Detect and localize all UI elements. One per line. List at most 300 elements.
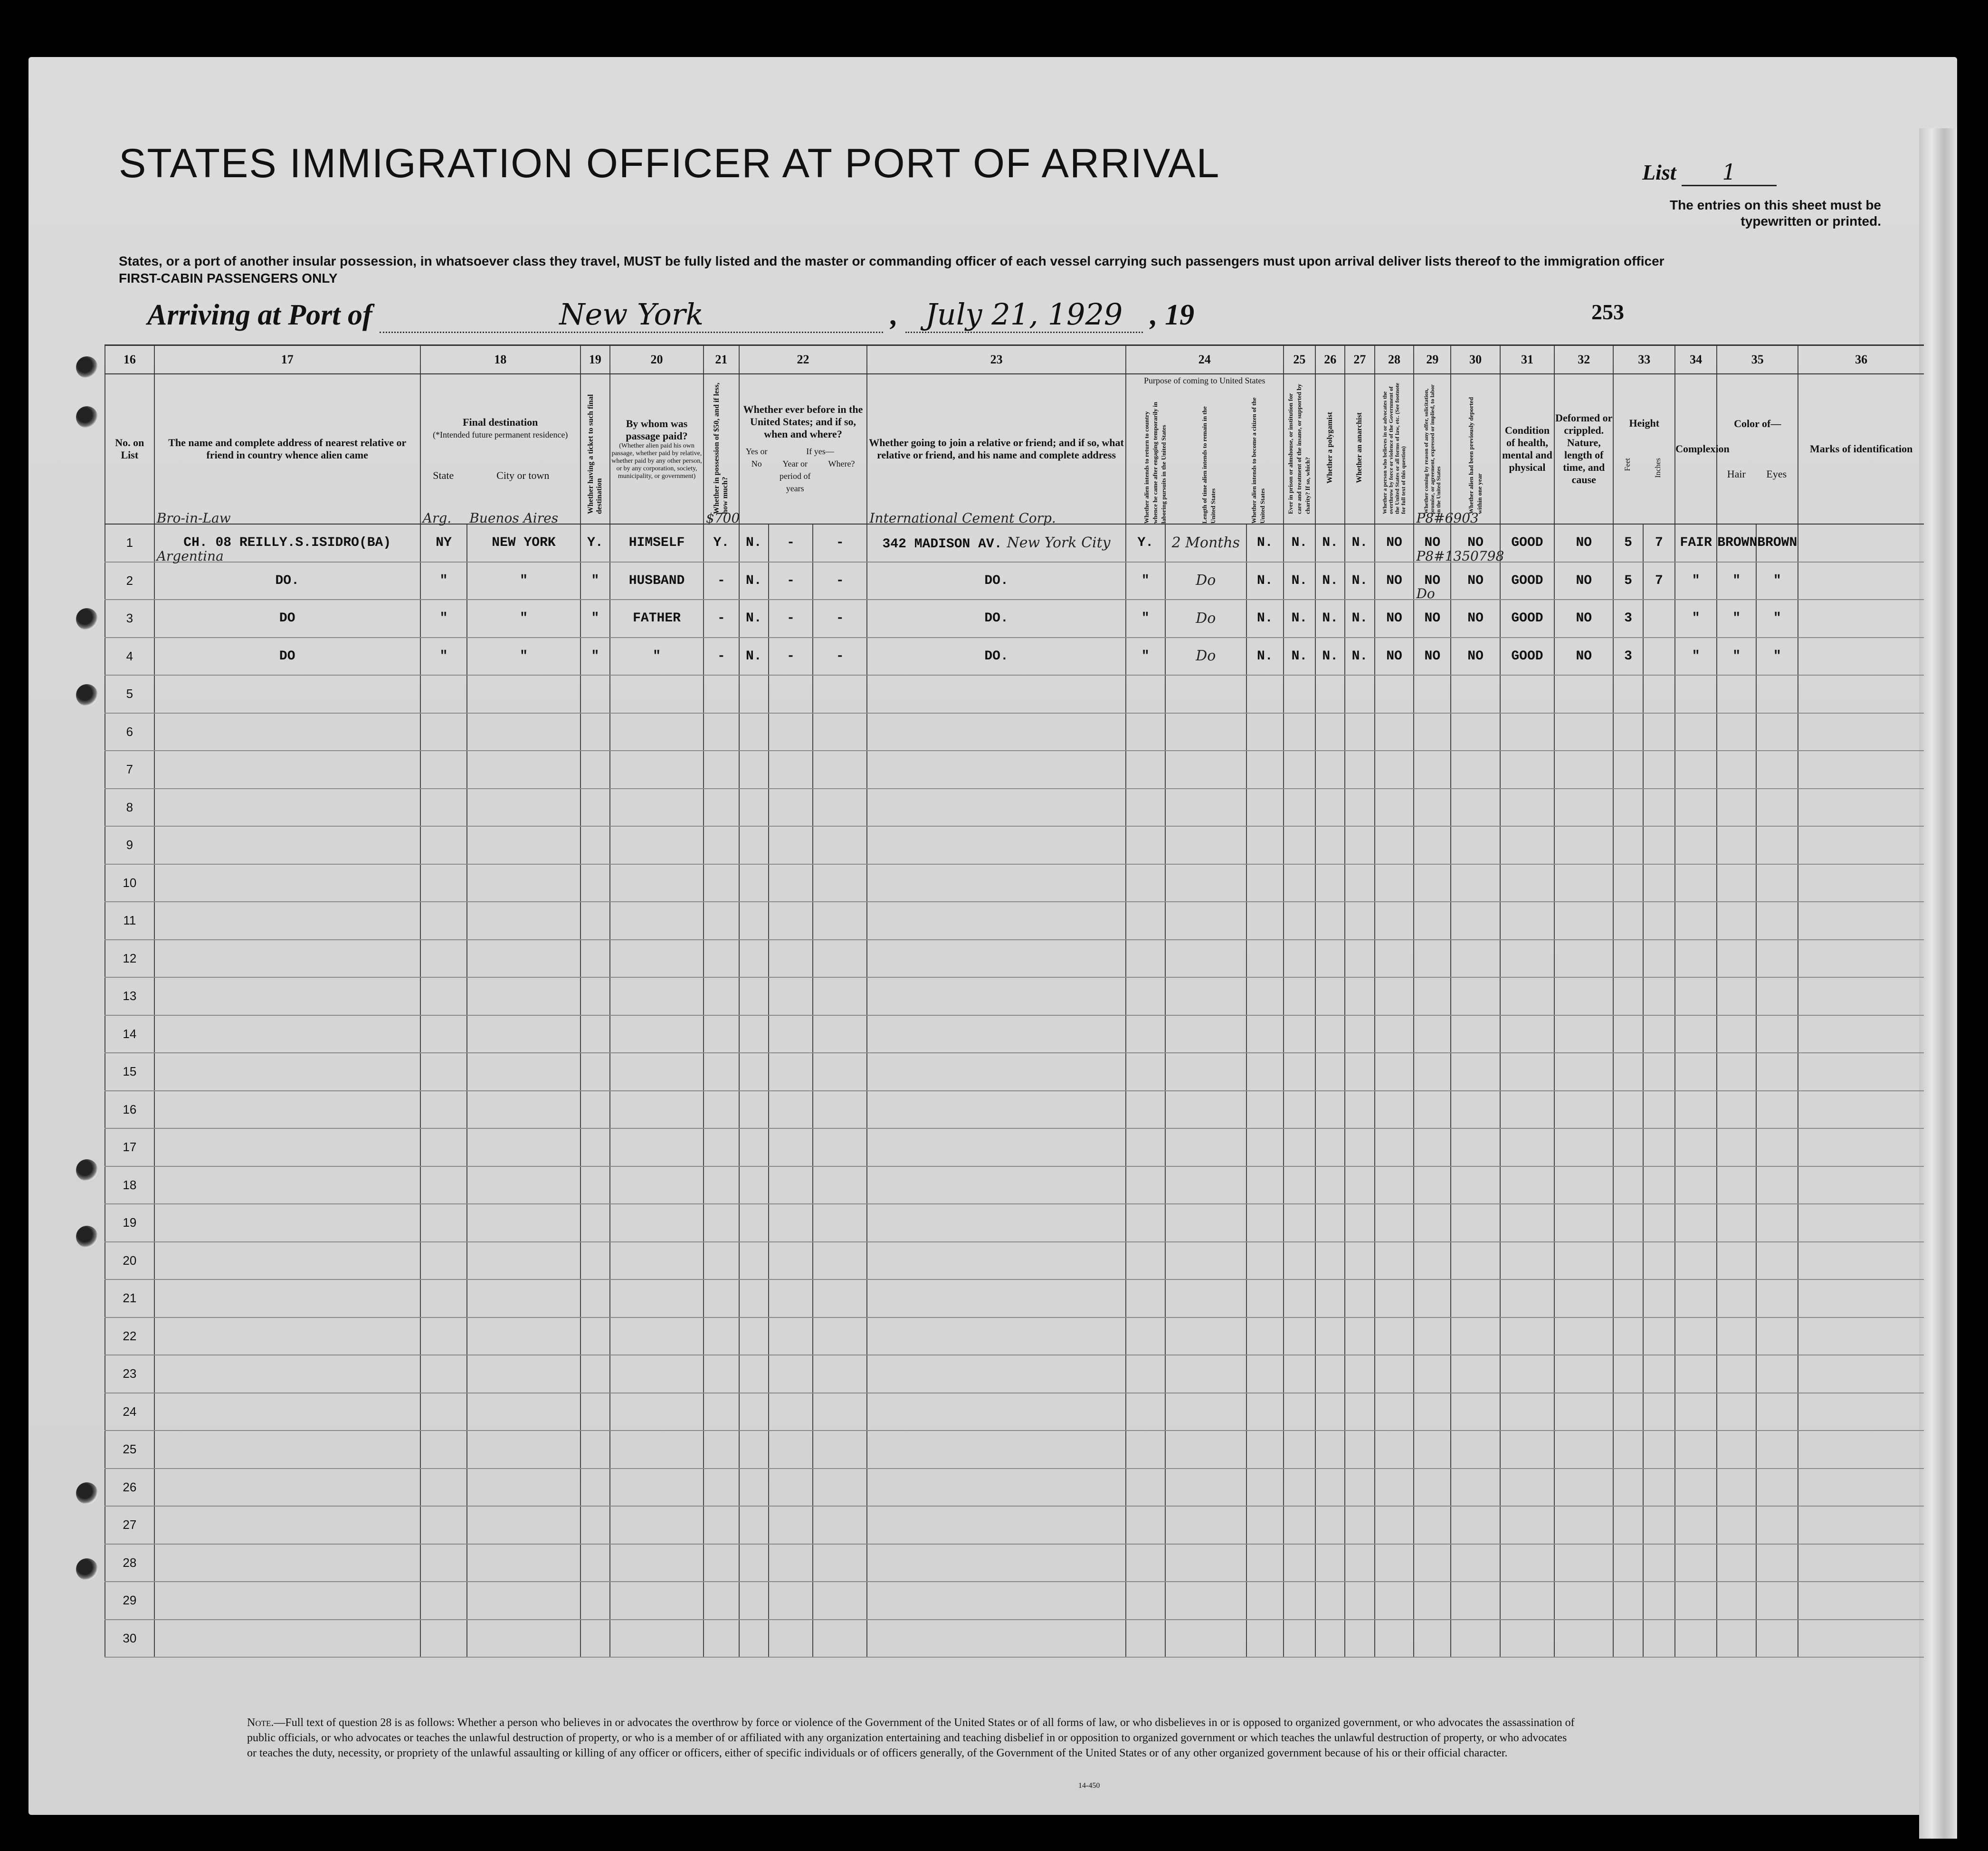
cell-c29 [1414,789,1451,827]
cell-value: N. [746,649,762,664]
cell-value: NO [1424,573,1441,588]
cell-purpose-length [1165,1128,1246,1166]
cell-c30 [1451,1431,1500,1469]
cell-deformed [1554,864,1613,902]
col-number: 23 [867,345,1125,374]
cell-marks [1798,1015,1924,1053]
cell-citizen [1246,1166,1284,1204]
cell-ticket [580,713,610,751]
cell-paid-by [610,1091,704,1129]
cell-value: " [439,611,448,626]
row-number: 21 [105,1279,154,1317]
cell-where [813,562,867,600]
cell-join [867,902,1125,940]
cell-deformed [1554,600,1613,638]
cell-paid-by [610,1506,704,1544]
cell-polygamist [1315,600,1345,638]
cell-c29 [1414,1091,1451,1129]
cell-money [704,751,739,789]
table-row [105,751,1924,789]
cell-c30 [1451,1279,1500,1317]
cell-c30 [1451,1393,1500,1431]
cell-deformed [1554,562,1613,600]
cell-c29 [1414,1128,1451,1166]
cell-eyes [1756,1317,1798,1355]
cell-polygamist [1315,977,1345,1015]
cell-money [704,1242,739,1280]
cell-anarchist [1345,1317,1374,1355]
cell-prison [1284,1053,1315,1091]
cell-hair [1717,638,1756,676]
cell-prison [1284,713,1315,751]
cell-anarchist [1345,789,1374,827]
cell-value: NO [1576,535,1592,551]
cell-state [420,1582,467,1620]
cell-feet [1613,524,1643,562]
cell-complexion [1675,864,1717,902]
cell-relative [154,940,420,978]
cell-purpose-length [1165,751,1246,789]
cell-value: - [836,535,844,551]
cell-health [1500,1582,1554,1620]
cell-paid-by [610,675,704,713]
cell-c30 [1451,1242,1500,1280]
cell-year [769,1015,813,1053]
cell-value: " [591,573,599,588]
cell-hair [1717,1317,1756,1355]
cell-feet [1613,1393,1643,1431]
cell-c30 [1451,977,1500,1015]
cell-join [867,1204,1125,1242]
table-row [105,789,1924,827]
cell-c29 [1414,1166,1451,1204]
handwritten-note: Bro-in-Law [156,510,231,526]
cell-deformed [1554,1015,1613,1053]
cell-city [467,1166,580,1204]
cell-where [813,1544,867,1582]
cell-state [420,1506,467,1544]
table-row [105,1242,1924,1280]
cell-purpose-length [1165,1469,1246,1507]
cell-c28 [1375,789,1414,827]
cell-health [1500,638,1554,676]
cell-citizen [1246,902,1284,940]
cell-eyes [1756,751,1798,789]
cell-relative [154,1204,420,1242]
cell-join [867,1053,1125,1091]
cell-inches [1643,675,1675,713]
cell-purpose-length [1165,789,1246,827]
cell-value: NO [1386,649,1402,664]
cell-feet [1613,1317,1643,1355]
cell-marks [1798,1506,1924,1544]
table-row [105,864,1924,902]
cell-where [813,1279,867,1317]
cell-inches [1643,600,1675,638]
cell-where [813,1431,867,1469]
cell-join [867,1242,1125,1280]
cell-inches [1643,751,1675,789]
cell-year [769,940,813,978]
header-inches [1642,458,1674,481]
row-number: 6 [105,713,154,751]
cell-purpose-return [1126,1015,1165,1053]
cell-eyes [1756,1506,1798,1544]
cell-deformed [1554,1091,1613,1129]
cell-hair [1717,675,1756,713]
cell-state [420,826,467,864]
cell-before [739,1544,769,1582]
cell-feet [1613,1204,1643,1242]
punch-hole-icon [76,356,98,378]
cell-health [1500,826,1554,864]
cell-citizen [1246,940,1284,978]
cell-citizen [1246,977,1284,1015]
table-row [105,902,1924,940]
cell-eyes [1756,940,1798,978]
cell-where [813,1204,867,1242]
cell-purpose-return [1126,562,1165,600]
cell-join [867,940,1125,978]
cell-complexion [1675,1015,1717,1053]
header-ticket [580,374,610,524]
header-if-yes-label: If yes— [806,447,834,456]
cell-polygamist [1315,1204,1345,1242]
cell-state [420,940,467,978]
cell-eyes [1756,1166,1798,1204]
cell-deformed [1554,1431,1613,1469]
form-number: 14-450 [1078,1782,1100,1790]
table-row [105,826,1924,864]
cell-before [739,1582,769,1620]
cell-eyes [1756,977,1798,1015]
cell-ticket [580,789,610,827]
cell-value: " [1692,649,1700,664]
table-row [105,977,1924,1015]
cell-citizen [1246,1242,1284,1280]
cell-value: Do [1196,648,1216,665]
cell-inches [1643,940,1675,978]
col-number: 35 [1717,345,1798,374]
cell-c29 [1414,1242,1451,1280]
cell-marks [1798,1469,1924,1507]
cell-year [769,1620,813,1658]
cell-eyes [1756,1582,1798,1620]
cell-marks [1798,1279,1924,1317]
cell-value: " [591,611,599,626]
header-money-label: Whether in possession of $50, and if less, how much? [713,382,730,514]
cell-year [769,713,813,751]
cell-before [739,1204,769,1242]
header-if-yes [774,445,867,495]
cell-inches [1643,638,1675,676]
cell-where [813,1393,867,1431]
cell-eyes [1756,524,1798,562]
cell-ticket [580,1393,610,1431]
header-complexion: Complexion [1675,374,1717,524]
manifest-sheet [29,57,1957,1815]
cell-where [813,1128,867,1166]
cell-value: Y. [587,535,603,551]
cell-polygamist [1315,1242,1345,1280]
cell-before [739,826,769,864]
cell-city [467,562,580,600]
table-row [105,1279,1924,1317]
cell-join [867,1317,1125,1355]
cell-c28 [1375,675,1414,713]
cell-marks [1798,751,1924,789]
cell-purpose-return [1126,1431,1165,1469]
cell-paid-by [610,1279,704,1317]
cell-value: - [717,611,725,626]
cell-purpose-return [1126,751,1165,789]
cell-c30 [1451,1204,1500,1242]
cell-c30 [1451,1469,1500,1507]
cell-anarchist [1345,1015,1374,1053]
cell-city [467,977,580,1015]
cell-feet [1613,977,1643,1015]
cell-complexion [1675,1053,1717,1091]
cell-anarchist [1345,977,1374,1015]
cell-hair [1717,1015,1756,1053]
cell-purpose-return [1126,1355,1165,1393]
header-ever-before [739,374,867,524]
cell-city [467,1015,580,1053]
cell-complexion [1675,638,1717,676]
cell-where [813,1317,867,1355]
table-row [105,940,1924,978]
cell-paid-by [610,1015,704,1053]
cell-state [420,638,467,676]
cell-value: " [1732,611,1741,626]
cell-join [867,1544,1125,1582]
cell-city [467,1506,580,1544]
cell-c29 [1414,902,1451,940]
table-row [105,1469,1924,1507]
cell-c30 [1451,789,1500,827]
header-height [1613,374,1675,524]
cell-c30 [1451,1015,1500,1053]
cell-purpose-return [1126,1544,1165,1582]
cell-state [420,1544,467,1582]
header-q29-label: Whether coming by reason of any offer, solicitation, promise, or agreement, expressed or implied, to labor in the United States [1422,384,1442,514]
cell-ticket [580,1166,610,1204]
col-number: 29 [1414,345,1451,374]
cell-value: NO [1386,535,1402,551]
cell-polygamist [1315,1620,1345,1658]
cell-where [813,1091,867,1129]
cell-complexion [1675,1582,1717,1620]
cell-value: HUSBAND [628,573,685,588]
cell-before [739,562,769,600]
cell-polygamist [1315,1091,1345,1129]
cell-where [813,524,867,562]
cell-value: NO [1424,649,1441,664]
cell-value: N. [1256,649,1273,664]
cell-eyes [1756,638,1798,676]
cell-where [813,977,867,1015]
header-final-destination-label: Final destination [463,416,538,428]
header-purpose-citizen: Whether alien intends to become a citizen of the United States [1250,397,1266,524]
manifest-rows [105,510,1924,1657]
cell-value: NO [1576,573,1592,588]
row-number: 4 [105,638,154,676]
cell-relative [154,713,420,751]
cell-value: N. [746,611,762,626]
cell-value: N. [1351,611,1368,626]
cell-paid-by [610,1166,704,1204]
cell-inches [1643,864,1675,902]
cell-state [420,1204,467,1242]
cell-city [467,600,580,638]
cell-eyes [1756,826,1798,864]
cell-deformed [1554,1582,1613,1620]
punch-hole-icon [76,1482,98,1504]
cell-feet [1613,675,1643,713]
cell-where [813,1582,867,1620]
table-row [105,1015,1924,1053]
cell-value: 7 [1655,573,1663,588]
cell-c30 [1451,902,1500,940]
cell-deformed [1554,1393,1613,1431]
cell-c28 [1375,977,1414,1015]
cell-value: GOOD [1511,535,1543,551]
cell-complexion [1675,1091,1717,1129]
cell-marks [1798,1355,1924,1393]
cell-money [704,675,739,713]
cell-c28 [1375,1242,1414,1280]
cell-complexion [1675,1355,1717,1393]
cell-health [1500,524,1554,562]
cell-inches [1643,1317,1675,1355]
header-no-on-list: No. on List [105,374,154,524]
header-paid-by [610,374,704,524]
cell-where [813,1015,867,1053]
cell-value: " [1732,573,1741,588]
cell-year [769,1166,813,1204]
cell-money [704,1279,739,1317]
row-number: 1 [105,524,154,562]
cell-value: - [717,573,725,588]
cell-prison [1284,562,1315,600]
cell-c30 [1451,864,1500,902]
cell-prison [1284,1242,1315,1280]
cell-prison [1284,864,1315,902]
col-number: 24 [1126,345,1284,374]
cell-c28 [1375,1053,1414,1091]
cell-inches [1643,1469,1675,1507]
table-row [105,1431,1924,1469]
row-number: 16 [105,1091,154,1129]
cell-before [739,638,769,676]
cell-complexion [1675,524,1717,562]
cell-purpose-length [1165,977,1246,1015]
cell-money [704,1620,739,1658]
cell-year [769,1091,813,1129]
header-relative: The name and complete address of nearest relative or friend in country whence alien came [154,374,420,524]
cell-health [1500,789,1554,827]
cell-city [467,510,580,562]
cell-before [739,1393,769,1431]
cell-hair [1717,789,1756,827]
cell-ticket [580,562,610,600]
cell-money [704,1015,739,1053]
cell-c28 [1375,1091,1414,1129]
cell-purpose-length [1165,1506,1246,1544]
handwritten-note: Buenos Aires [469,510,559,526]
cell-where [813,638,867,676]
cell-where [813,600,867,638]
cell-marks [1798,1582,1924,1620]
table-row [105,1166,1924,1204]
header-q28 [1375,374,1414,524]
cell-citizen [1246,1620,1284,1658]
cell-anarchist [1345,826,1374,864]
cell-c28 [1375,864,1414,902]
cell-year [769,524,813,562]
cell-paid-by [610,1393,704,1431]
table-row [105,1128,1924,1166]
table-row [105,1506,1924,1544]
col-number: 16 [105,345,154,374]
cell-before [739,1469,769,1507]
cell-value: " [1692,573,1700,588]
cell-eyes [1756,713,1798,751]
row-number: 15 [105,1053,154,1091]
cell-c30 [1451,1355,1500,1393]
cell-eyes [1756,789,1798,827]
cell-state [420,1469,467,1507]
cell-paid-by [610,713,704,751]
cell-citizen [1246,1128,1284,1166]
cell-value: NO [1576,611,1592,626]
cell-c30 [1451,940,1500,978]
cell-c29 [1414,1355,1451,1393]
row-number: 13 [105,977,154,1015]
table-row [105,713,1924,751]
cell-value: DO. [984,611,1008,626]
cell-money [704,1431,739,1469]
cell-ticket [580,1204,610,1242]
cell-state [420,864,467,902]
punch-hole-icon [76,406,98,428]
table-row [105,638,1924,676]
cell-value: 7 [1655,535,1663,551]
cell-c28 [1375,1279,1414,1317]
cell-health [1500,1128,1554,1166]
cell-value: - [787,573,795,588]
cell-c28 [1375,940,1414,978]
cell-paid-by [610,751,704,789]
cell-ticket [580,524,610,562]
cell-city [467,940,580,978]
cell-join [867,751,1125,789]
cell-money [704,1393,739,1431]
cell-value: - [717,649,725,664]
cell-polygamist [1315,1544,1345,1582]
cell-value: " [1141,611,1150,626]
cell-year [769,1279,813,1317]
cell-value: - [836,611,844,626]
row-number: 7 [105,751,154,789]
cell-health [1500,864,1554,902]
cell-anarchist [1345,638,1374,676]
table-row [105,1582,1924,1620]
cell-feet [1613,1166,1643,1204]
header-ever-before-label: Whether ever before in the United States; and if so, when and where? [743,403,863,440]
cell-c30 [1451,600,1500,638]
class-label: FIRST-CABIN PASSENGERS ONLY [119,271,338,286]
